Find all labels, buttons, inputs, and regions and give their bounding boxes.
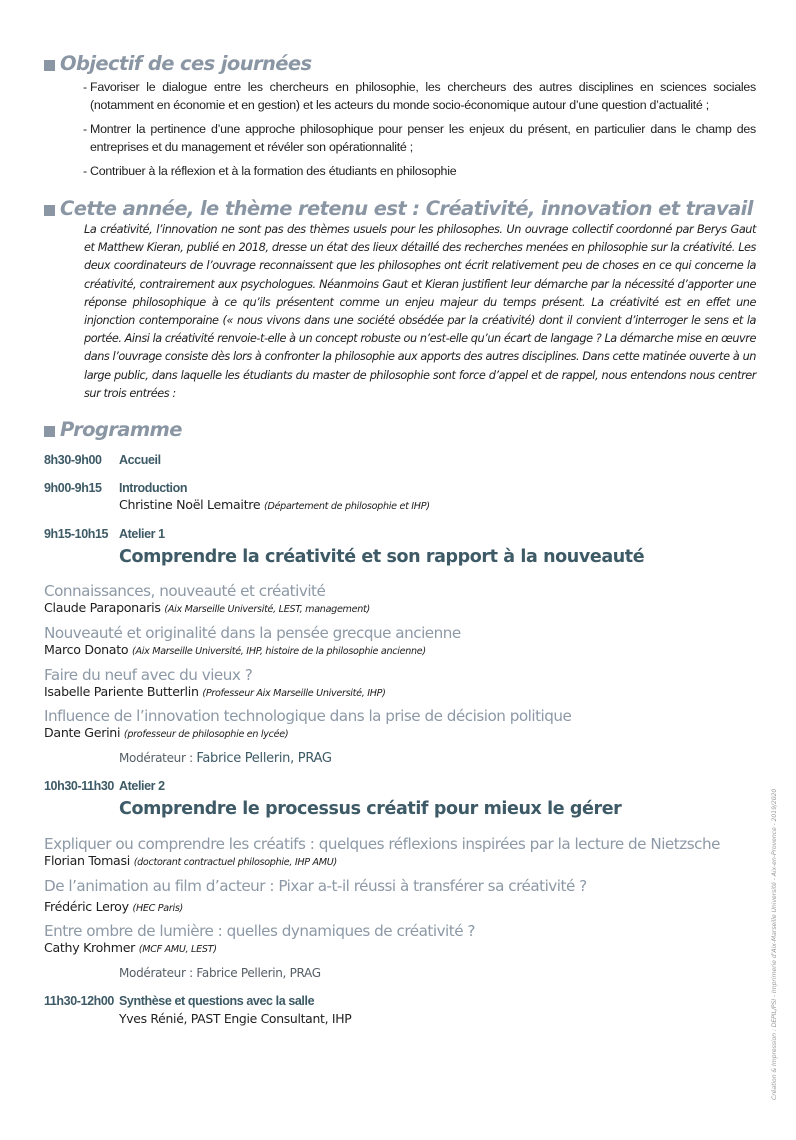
speaker-name: Frédéric Leroy [44, 899, 129, 914]
speaker-name: Marco Donato [44, 642, 129, 657]
talk-speaker-line [44, 725, 288, 740]
talk-title: Nouveauté et originalité dans la pensée grecque ancienne [44, 624, 461, 642]
atelier2-time: 10h30-11h30 [44, 779, 114, 793]
speaker-affiliation: (professeur de philosophie en lycée) [123, 729, 289, 740]
theme-title: Cette année, le thème retenu est : Créativité, innovation et travail [60, 197, 753, 220]
objectives-list [84, 78, 756, 186]
talk-title: Connaissances, nouveauté et créativité [44, 582, 326, 600]
speaker-affiliation: (doctorant contractuel philosophie, IHP AMU) [133, 857, 337, 868]
theme-heading [44, 197, 753, 220]
speaker-affiliation: (Professeur Aix Marseille Université, IHP) [202, 688, 386, 699]
speaker-affiliation: (Département de philosophie et IHP) [264, 501, 430, 512]
speaker-name: Florian Tomasi [44, 853, 130, 868]
talk-speaker-line [44, 940, 217, 955]
speaker-affiliation: (MCF AMU, LEST) [138, 944, 217, 955]
talk-title: Entre ombre de lumière : quelles dynamiques de créativité ? [44, 922, 475, 940]
speaker-affiliation: (Aix Marseille Université, LEST, management) [164, 604, 370, 615]
atelier2-title: Comprendre le processus créatif pour mieux le gérer [119, 799, 622, 819]
talk-speaker-line [44, 684, 386, 699]
speaker-name: Christine Noël Lemaitre [119, 497, 261, 512]
print-credit: Création & Impression : DEPIL/PSI - Imprimerie d’Aix-Marseille Université - Aix-en-Provence - 2019/2020 [771, 788, 778, 1100]
intro-speaker-line [119, 497, 430, 512]
talk-speaker-line [44, 642, 426, 657]
intro-label: Introduction [119, 481, 188, 495]
atelier1-title: Comprendre la créativité et son rapport à la nouveauté [119, 547, 645, 567]
closing-label: Synthèse et questions avec la salle [119, 994, 315, 1008]
programme-heading [44, 418, 182, 441]
talk-title: Influence de l’innovation technologique dans la prise de décision politique [44, 707, 572, 725]
objective-item: - Contribuer à la réflexion et à la formation des étudiants en philosophie [83, 164, 457, 178]
talk-title: Faire du neuf avec du vieux ? [44, 666, 253, 684]
welcome-label: Accueil [119, 453, 161, 467]
theme-paragraph: La créativité, l’innovation ne sont pas des thèmes usuels pour les philosophes. Un ouvrage collectif coordonné par Berys Gaut et Matthew Kieran, publié en 2018, dresse un état des lieux détaillé des recherches menées en philosophie sur la créativité. Les deux coordinateurs de l’ouvrage reconnaissent que les philosophes ont écrit relativement peu de choses en ce qui concerne la créativité, contrairement aux psychologues. Néanmoins Gaut et Kieran justifient leur démarche par la nécessité d’apporter une réponse philosophique à ce qu’ils présentent comme un enjeu majeur du temps présent. La créativité est en effet une injonction contemporaine (« nous vivons dans une société obsédée par la créativité) dont il convient d’interroger le sens et la portée. Ainsi la créativité renvoie-t-elle à un concept robuste ou n’est-elle qu’un écart de langage ? La démarche mise en œuvre dans l’ouvrage consiste dès lors à confronter la philosophie aux apports des autres disciplines. Dans cette matinée ouverte à un large public, dans laquelle les étudiants du master de philosophie sont force d’appel et de rappel, nous entendons nous centrer sur trois entrées : [84, 223, 756, 400]
atelier2-label: Atelier 2 [119, 779, 165, 793]
square-bullet-icon [44, 60, 55, 71]
atelier1-label: Atelier 1 [119, 527, 165, 541]
talk-title: Expliquer ou comprendre les créatifs : quelques réflexions inspirées par la lecture de Nietzsche [44, 835, 720, 853]
square-bullet-icon [44, 426, 55, 437]
speaker-name: Claude Paraponaris [44, 600, 161, 615]
speaker-affiliation: (HEC Paris) [132, 903, 183, 914]
atelier1-moderator [119, 751, 332, 766]
moderator-name: Fabrice Pellerin, PRAG [196, 966, 321, 980]
speaker-affiliation: (Aix Marseille Université, IHP, histoire de la philosophie ancienne) [132, 646, 426, 657]
atelier1-time: 9h15-10h15 [44, 527, 109, 541]
closing-time: 11h30-12h00 [44, 994, 114, 1008]
atelier2-moderator [119, 966, 321, 980]
speaker-name: Isabelle Pariente Butterlin [44, 684, 199, 699]
talk-speaker-line [44, 853, 337, 868]
welcome-time: 8h30-9h00 [44, 453, 102, 467]
speaker-name: Cathy Krohmer [44, 940, 136, 955]
speaker-name: Dante Gerini [44, 725, 121, 740]
moderator-label: Modérateur : [119, 966, 193, 980]
talk-title: De l’animation au film d’acteur : Pixar a-t-il réussi à transférer sa créativité ? [44, 877, 587, 895]
talk-speaker-line [44, 600, 370, 615]
programme-title: Programme [60, 418, 182, 441]
talk-speaker-line [44, 899, 183, 914]
moderator-name: Fabrice Pellerin, PRAG [196, 751, 332, 766]
square-bullet-icon [44, 205, 55, 216]
moderator-label: Modérateur : [119, 751, 193, 765]
objective-item: - Montrer la pertinence d’une approche philosophique pour penser les enjeux du présent, en particulier dans le champ des entreprises et du management et révéler son opérationnalité ; [83, 122, 756, 154]
objective-item: - Favoriser le dialogue entre les chercheurs en philosophie, les chercheurs des autres disciplines en sciences sociales (notamment en économie et en gestion) et les acteurs du monde socio-économique autour d’une question d’actualité ; [83, 80, 756, 112]
intro-time: 9h00-9h15 [44, 481, 102, 495]
objectives-title: Objectif de ces journées [60, 52, 312, 75]
objectives-heading [44, 52, 312, 75]
closing-speaker: Yves Rénié, PAST Engie Consultant, IHP [119, 1011, 352, 1026]
